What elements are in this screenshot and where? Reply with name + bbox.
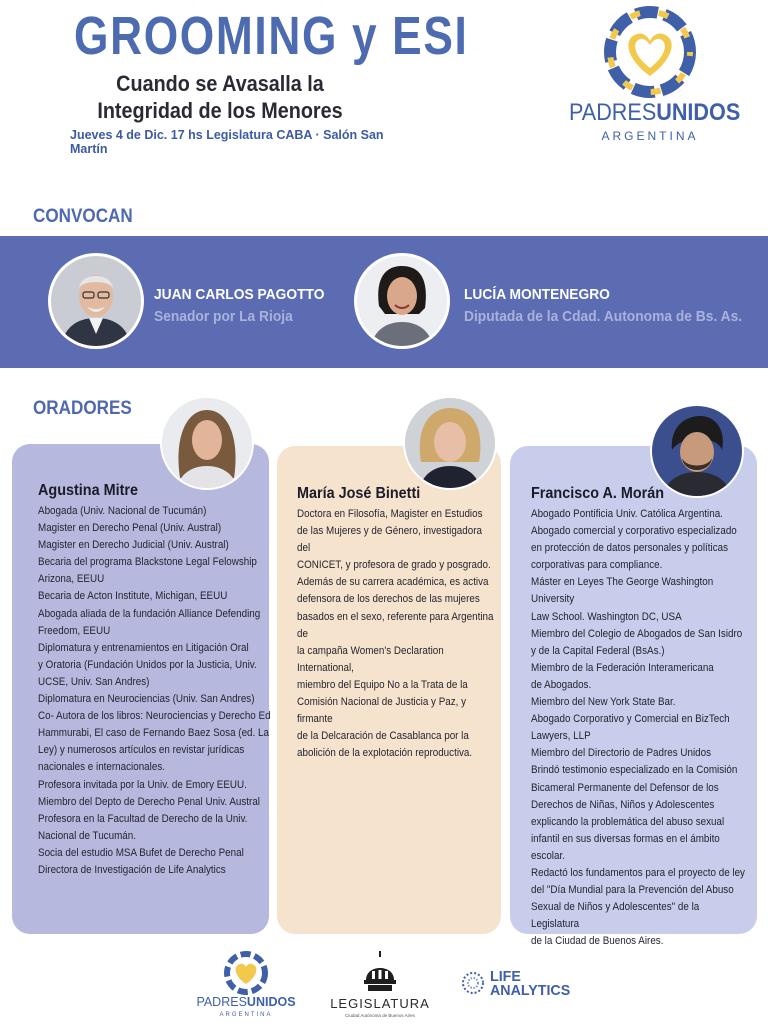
- convener-2-name: LUCÍA MONTENEGRO: [464, 286, 610, 303]
- life-analytics-icon: [460, 970, 486, 996]
- convener-1-name: JUAN CARLOS PAGOTTO: [154, 286, 325, 303]
- legislatura-dome-icon: [360, 950, 400, 994]
- speaker-3-bio: Abogado Pontificia Univ. Católica Argentina. Abogado comercial y corporativo especializado en protección de datos personales y políticas corporativas para compliance. Máster en Leyes The George Washington University Law School. Washington DC, USA Miembro del Colegio de Abogados de San Isidro y de la Capital Federal (BsAs.) Miembro de la Federación Interamericana de Abogados. Miembro del New York State Bar. Abogado Corporativo y Comercial en BizTech Lawyers, LLP Miembro del Directorio de Padres Unidos Brindó testimonio especializado en la Comisión Bicameral Permanente del Defensor de los Derechos de Niñas, Niños y Adolescentes explicando la problemática del abuso sexual infantil en sus diversas formas en el ámbito escolar. Redactó los fundamentos para el proyecto de ley del "Día Mundial para la Prevención del Abuso Sexual de Niños y Adolescentes" de la Legislatura de la Ciudad de Buenos Aires.: [531, 508, 745, 948]
- convener-2-photo: [357, 256, 447, 346]
- speaker-2-bio: Doctora en Filosofía, Magister en Estudios de las Mujeres y de Género, investigadora del CONICET, y profesora de grado y posgrado. Además de su carrera académica, es activa defensora de los derechos de las mujeres basados en el sexo, referente para Argentina de la campaña Women's Declaration International, miembro del Equipo No a la Trata de la Comisión Nacional de Justicia y Paz, y firmante de la Delcaración de Casablanca por la abolición de la explotación reproductiva.: [297, 508, 494, 760]
- brand-part-2: UNIDOS: [656, 99, 741, 126]
- subtitle-line-2: Integridad de los Menores: [97, 98, 343, 123]
- speaker-1-bio: Abogada (Univ. Nacional de Tucumán) Magister en Derecho Penal (Univ. Austral) Magister en Derecho Judicial (Univ. Austral) Becaria del programa Blackstone Legal Felowship Arizona, EEUU Becaria de Acton Institute, Michigan, EEUU Abogada aliada de la fundación Alliance Defending Freedom, EEUU Diplomatura y entrenamientos en Litigación Oral y Oratoria (Fundación Unidos por la Justicia, Univ. UCSE, Univ. San Andres) Diplomatura en Neurociencias (Univ. San Andres) Co- Autora de los libros: Neurociencias y Derecho Ed Hammurabi, El caso de Fernando Baez Sosa (ed. La Ley) y numerosos artículos en revistar jurídicas nacionales e internacionales. Profesora invitada por la Univ. de Emory EEUU. Miembro del Depto de Derecho Penal Univ. Austral Profesora en la Facultad de Derecho de la Univ. Nacional de Tucumán. Socia del estudio MSA Bufet de Derecho Penal Directora de Investigación de Life Analytics: [38, 505, 271, 876]
- footer-life-analytics-logo: [460, 968, 590, 1002]
- convener-2: [354, 253, 764, 349]
- footer-brand-country: ARGENTINA: [219, 1012, 273, 1018]
- brand-country: ARGENTINA: [601, 129, 699, 143]
- speaker-3-photo: [650, 404, 744, 498]
- convener-1-photo: [51, 256, 141, 346]
- convener-1-role: Senador por La Rioja: [154, 308, 293, 325]
- footer-heart-ring-icon: [216, 950, 276, 996]
- speaker-3-name: Francisco A. Morán: [531, 485, 665, 502]
- brand-part-1: PADRES: [569, 99, 657, 126]
- subtitle-line-1: Cuando se Avasalla la: [116, 71, 324, 96]
- brand-name: [569, 99, 741, 127]
- legislatura-subtitle: Ciudad Autónoma de Buenos Aires: [345, 1013, 415, 1018]
- convener-1-avatar: [48, 253, 144, 349]
- padres-unidos-logo: [560, 6, 740, 156]
- heart-ring-icon: [585, 6, 715, 98]
- event-title: GROOMING y ESI: [74, 6, 469, 66]
- convocan-label: CONVOCAN: [33, 206, 133, 227]
- life-analytics-word-2: ANALYTICS: [490, 982, 571, 999]
- convener-2-avatar: [354, 253, 450, 349]
- speaker-2-photo: [403, 396, 497, 490]
- footer-brand-part-1: PADRES: [196, 995, 247, 1009]
- event-subtitle: [85, 70, 355, 124]
- footer-legislatura-logo: [330, 950, 430, 1022]
- oradores-label: ORADORES: [33, 398, 132, 419]
- convener-1: [48, 253, 348, 349]
- footer-brand-part-2: UNIDOS: [246, 995, 296, 1009]
- event-date-location: Jueves 4 de Dic. 17 hs Legislatura CABA · Salón San Martín: [70, 128, 384, 156]
- speaker-1-photo: [160, 396, 254, 490]
- legislatura-wordmark: LEGISLATURA: [330, 996, 430, 1011]
- speaker-1-name: Agustina Mitre: [38, 482, 139, 499]
- convener-2-role: Diputada de la Cdad. Autonoma de Bs. As.: [464, 308, 743, 325]
- footer-padres-unidos-logo: [196, 950, 296, 1020]
- footer-brand-name: [196, 995, 296, 1009]
- life-analytics-word-1: LIFE: [490, 968, 521, 985]
- speaker-2-name: María José Binetti: [297, 485, 421, 502]
